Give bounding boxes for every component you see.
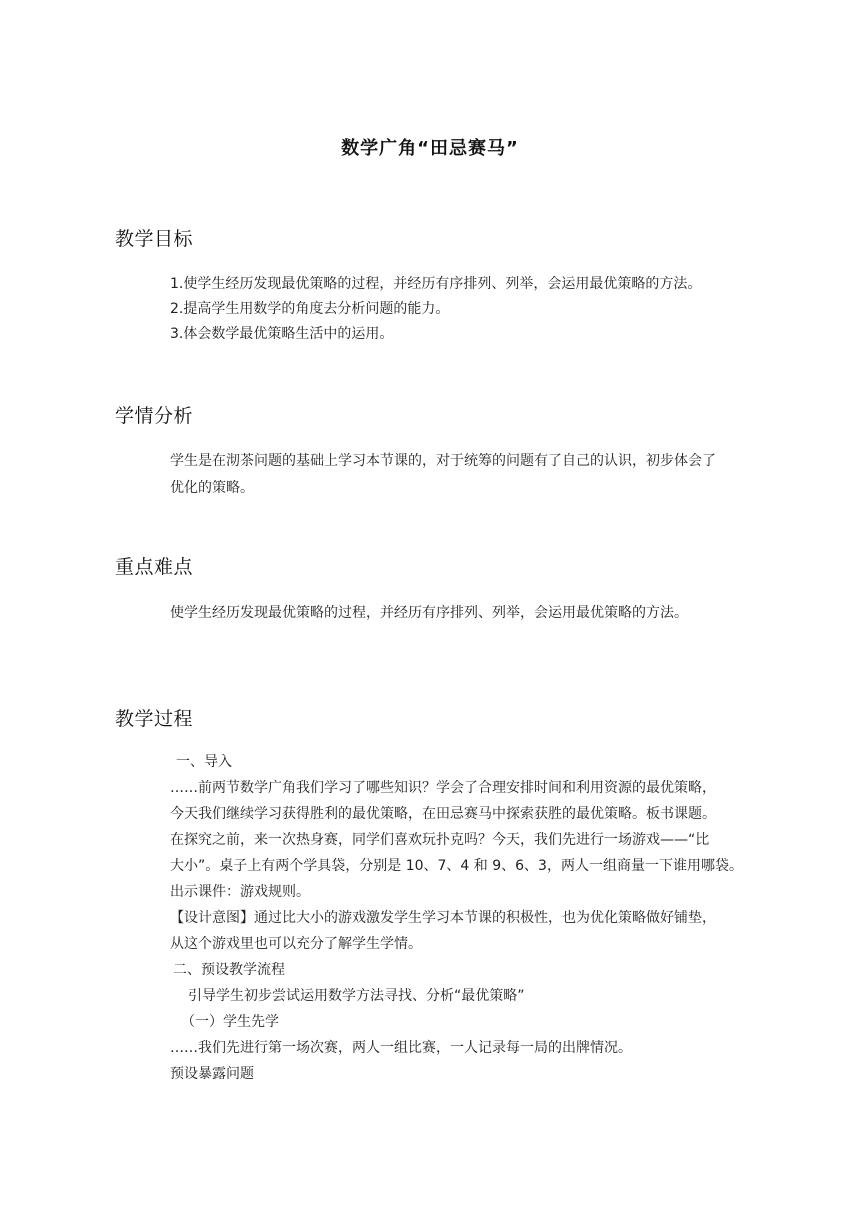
process-heading: 教学过程 xyxy=(115,708,194,730)
document-title: 数学广角“田忌赛马” xyxy=(341,138,519,159)
analysis-heading: 学情分析 xyxy=(115,405,194,427)
analysis-line-2: 优化的策略。 xyxy=(170,480,254,496)
process-part1-line-5: 出示课件：游戏规则。 xyxy=(170,884,310,900)
process-part1-line-3: 在探究之前，来一次热身赛，同学们喜欢玩扑克吗？今天，我们先进行一场游戏——“比 xyxy=(170,832,710,848)
design-intent-line-1: 【设计意图】通过比大小的游戏激发学生学习本节课的积极性，也为优化策略做好铺垫， xyxy=(170,910,716,926)
analysis-line-1: 学生是在沏茶问题的基础上学习本节课的，对于统筹的问题有了自己的认识，初步体会了 xyxy=(170,453,716,469)
process-sub1-note: 预设暴露问题 xyxy=(170,1066,254,1082)
process-part2-intro: 引导学生初步尝试运用数学方法寻找、分析“最优策略” xyxy=(188,988,525,1004)
objective-item-1: 1.使学生经历发现最优策略的过程，并经历有序排列、列举，会运用最优策略的方法。 xyxy=(170,276,702,292)
keypoints-text: 使学生经历发现最优策略的过程，并经历有序排列、列举，会运用最优策略的方法。 xyxy=(170,605,688,621)
process-part1-line-1: ……前两节数学广角我们学习了哪些知识？学会了合理安排时间和利用资源的最优策略， xyxy=(170,780,716,796)
objectives-heading: 教学目标 xyxy=(115,228,194,250)
process-part1-line-4: 大小”。桌子上有两个学具袋，分别是 10、7、4 和 9、6、3，两人一组商量一下谁用哪袋。 xyxy=(170,858,743,874)
process-sub1-title: （一）学生先学 xyxy=(181,1014,279,1030)
keypoints-heading: 重点难点 xyxy=(115,556,194,578)
objective-item-3: 3.体会数学最优策略生活中的运用。 xyxy=(170,326,394,342)
process-part1-line-2: 今天我们继续学习获得胜利的最优策略，在田忌赛马中探索获胜的最优策略。板书课题。 xyxy=(170,806,716,822)
process-part1-title: 一、导入 xyxy=(176,754,232,770)
process-sub1-text: ……我们先进行第一场次赛，两人一组比赛，一人记录每一局的出牌情况。 xyxy=(170,1040,632,1056)
design-intent-line-2: 从这个游戏里也可以充分了解学生学情。 xyxy=(170,936,422,952)
process-part2-title: 二、预设教学流程 xyxy=(173,962,285,978)
objective-item-2: 2.提高学生用数学的角度去分析问题的能力。 xyxy=(170,301,450,317)
